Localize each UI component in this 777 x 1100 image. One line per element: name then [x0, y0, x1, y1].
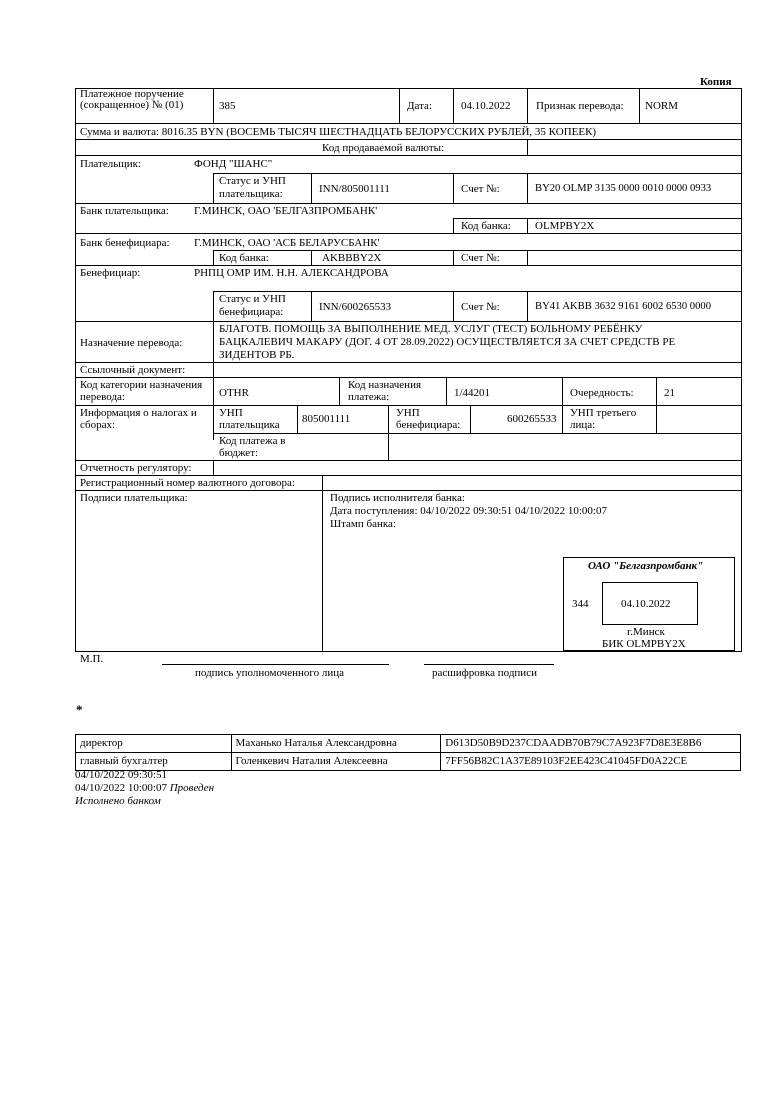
- purpose-label: Назначение перевода:: [80, 337, 183, 349]
- priority: 21: [664, 387, 675, 399]
- contract-label: Регистрационный номер валютного договора:: [80, 477, 295, 489]
- stamp-bik: БИК OLMPBY2X: [602, 638, 686, 650]
- order-date: 04.10.2022: [461, 100, 511, 112]
- taxes-label: Информация о налогах и сборах:: [80, 407, 197, 431]
- transfer-sign: NORM: [645, 100, 679, 112]
- stamp-city: г.Минск: [627, 626, 665, 638]
- date-label: Дата:: [407, 100, 432, 112]
- footer-time-1: 04/10/2022 09:30:51: [75, 769, 167, 781]
- signer-name: Маханько Наталья Александровна: [231, 735, 441, 753]
- footer-status: Проведен: [169, 782, 215, 794]
- payer-bank-code-label: Код банка:: [461, 220, 511, 232]
- purpose-code-label: Код назначения платежа:: [348, 379, 422, 403]
- received-line: Дата поступления: 04/10/2022 09:30:51 04/10/2022 10:00:07: [330, 505, 607, 517]
- transfer-sign-label: Признак перевода:: [536, 100, 624, 112]
- footer-time-2: 04/10/2022 10:00:07: [75, 782, 167, 794]
- sold-currency-label: Код продаваемой валюты:: [322, 142, 445, 154]
- tax-benef-unp: 600265533: [507, 413, 557, 425]
- signer-hash: D613D50B9D237CDAADB70B79C7A923F7D8E3E8B6: [441, 735, 741, 753]
- signer-role: директор: [76, 735, 232, 753]
- payer-label: Плательщик:: [80, 158, 141, 170]
- signer-name: Голенкевич Наталия Алексеевна: [231, 753, 441, 771]
- signer-role: главный бухгалтер: [76, 753, 232, 771]
- payer-bank-name: Г.МИНСК, ОАО 'БЕЛГАЗПРОМБАНК': [194, 205, 378, 217]
- stamp-bank-name: ОАО "Белгазпромбанк": [588, 560, 704, 572]
- tax-payer-unp-label: УНП плательщика: [219, 407, 280, 431]
- mp-label: М.П.: [80, 653, 104, 665]
- table-row: [76, 753, 741, 771]
- table-row: [76, 735, 741, 753]
- benef-status-label: Статус и УНП бенефициара:: [219, 293, 286, 318]
- benef-account-label: Счет №:: [461, 301, 500, 313]
- payer-status-label: Статус и УНП плательщика:: [219, 175, 286, 200]
- tax-payer-unp: 805001111: [302, 413, 351, 425]
- tax-third-unp-label: УНП третьего лица:: [570, 407, 637, 431]
- payer-account-label: Счет №:: [461, 183, 500, 195]
- payer-account: BY20 OLMP 3135 0000 0010 0000 0933: [535, 183, 712, 194]
- beneficiary-name: РНПЦ ОМР ИМ. Н.Н. АЛЕКСАНДРОВА: [194, 267, 389, 279]
- category-value: OTHR: [219, 387, 249, 399]
- signer-hash: 7FF56B82C1A37E89103F2EE423C41045FD0A22CE: [441, 753, 741, 771]
- reference-doc-label: Ссылочный документ:: [80, 364, 186, 376]
- footer-executed: Исполнено банком: [75, 795, 161, 807]
- payer-name: ФОНД "ШАНС": [194, 158, 273, 170]
- stamp-date: 04.10.2022: [621, 598, 671, 610]
- tax-benef-unp-label: УНП бенефициара:: [396, 407, 461, 431]
- auth-person-label: подпись уполномоченного лица: [195, 667, 344, 679]
- benef-bank-code: AKBBBY2X: [322, 252, 382, 264]
- benef-bank-account-label: Счет №:: [461, 252, 500, 264]
- budget-code-label: Код платежа в бюджет:: [219, 435, 286, 459]
- payer-bank-code: OLMPBY2X: [535, 220, 595, 232]
- stamp-label: Штамп банка:: [330, 518, 396, 530]
- payer-signatures-label: Подписи плательщика:: [80, 492, 188, 504]
- asterisk-mark: *: [76, 702, 83, 717]
- benef-bank-label: Банк бенефициара:: [80, 237, 170, 249]
- benef-account: BY41 AKBB 3632 9161 6002 6530 0000: [535, 301, 711, 312]
- order-number: 385: [219, 100, 236, 112]
- signers-table: [75, 734, 741, 771]
- regulator-label: Отчетность регулятору:: [80, 462, 192, 474]
- priority-label: Очередность:: [570, 387, 634, 399]
- purpose-code: 1/44201: [454, 387, 491, 399]
- footer-line-2: [75, 782, 214, 794]
- order-title-label: Платежное поручение (сокращенное) № (01): [80, 88, 184, 111]
- benef-status: INN/600265533: [319, 301, 392, 313]
- payer-bank-label: Банк плательщика:: [80, 205, 169, 217]
- benef-bank-code-label: Код банка:: [219, 252, 269, 264]
- amount-line: Сумма и валюта: 8016.35 BYN (ВОСЕМЬ ТЫСЯЧ ШЕСТНАДЦАТЬ БЕЛОРУССКИХ РУБЛЕЙ, 35 КОПЕЕК): [80, 126, 597, 138]
- decoding-label: расшифровка подписи: [432, 667, 537, 679]
- payer-status: INN/805001111: [319, 183, 390, 195]
- bank-sign-label: Подпись исполнителя банка:: [330, 492, 465, 504]
- copy-label: Копия: [700, 76, 732, 88]
- purpose-text: БЛАГОТВ. ПОМОЩЬ ЗА ВЫПОЛНЕНИЕ МЕД. УСЛУГ (ТЕСТ) БОЛЬНОМУ РЕБЁНКУ БАЦКАЛЕВИЧ МАКАРУ (ДОГ. 4 ОТ 28.09.2022) ОСУЩЕСТВЛЯЕТСЯ ЗА СЧЕТ СРЕДСТВ РЕ ЗИДЕНТОВ РБ.: [219, 323, 676, 361]
- stamp-code: 344: [572, 598, 589, 610]
- category-label: Код категории назначения перевода:: [80, 379, 203, 403]
- benef-bank-name: Г.МИНСК, ОАО 'АСБ БЕЛАРУСБАНК': [194, 237, 380, 249]
- beneficiary-label: Бенефициар:: [80, 267, 141, 279]
